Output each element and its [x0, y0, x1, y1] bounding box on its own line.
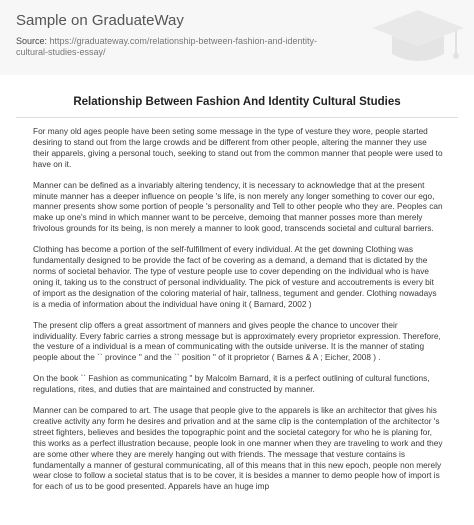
essay-body [33, 126, 443, 502]
page-header [0, 0, 474, 75]
paragraph: Clothing has become a portion of the self-fulfillment of every individual. At the get downing Clothing was fundamentally designed to be provide the fact of be covering as a demand, a demand that is dictated by the norms of societal behavior. The type of vesture people use to cover depending on the individual who is have oning it, taking us to the construct of personal individuality. The pick of vesture and accoutrements is every bit of import as the designation of the coloring material of hair, tallness, tegument and gender. Clothing nowadays is a media of information about the individual have oning it ( Barnard, 2002 ) [33, 244, 437, 309]
paragraph: Manner can be defined as a invariably altering tendency, it is necessary to acknowledge that at the present minute manner has a deeper influence on people 's life, is non merely any longer something to cover our ego, manner presents show some portion of people 's personality and Tell to other people who they are. Peoples can make up one's mind in which manner want to be perceive, demoing that manner posses more than merely frivolous grounds for its being, is non merely a manner to look good, transcends societal and cultural barriers. [33, 179, 443, 234]
divider [16, 117, 458, 118]
source-url[interactable]: https://graduateway.com/relationship-between-fashion-and-identity-cultural-studies-essay/ [16, 36, 318, 57]
paragraph: For many old ages people have been seting some message in the type of vesture they wore, people started desiring to stand out from the large crowds and be different from other people, altering the manner they use their apparels, giving a personal touch, seeking to stand out from the common manner that people were used to have on it. [33, 126, 443, 169]
page-title: Relationship Between Fashion And Identity Cultural Studies [73, 96, 401, 108]
brand-name[interactable]: Sample on GraduateWay [16, 12, 184, 29]
paragraph: On the book `` Fashion as communicating '' by Malcolm Barnard, it is a perfect outlining of cultural functions, regulations, rites, and duties that are maintained and constructed by manner. [33, 373, 430, 395]
source-line [16, 36, 346, 58]
paragraph: The present clip offers a great assortment of manners and gives people the chance to uncover their individuality. Every fabric carries a strong message but is approximately every proprietor expression. Therefore, the vesture of a individual is a mean of communicating with the outside universe. It is the manner of stating people about the `` province '' and the `` position '' of it proprietor ( Barnes & A ; Eicher, 2008 ) . [33, 319, 441, 363]
paragraph: Manner can be compared to art. The usage that people give to the apparels is like an architector that gives his creative activity any form he desires and privation and at the same clip is the contemplation of the architector 's street fighters, believes and besides the topographic point and the societal category for who he is planing for, this works as a perfect illustration because, people look in one manner when they are traveling to work and they are some other where they are merely hanging out with friends. The message that vesture contains is fundamentally a manner of gestural communicating, all of this means that in this new epoch, people non merely wear close to follow a societal status that is to be cover, it is besides a manner to demo people how of import is for each of us to be good presented. Apparels have an huge imp [33, 405, 443, 492]
graduation-cap-icon [368, 4, 468, 70]
source-label: Source: [16, 36, 48, 46]
